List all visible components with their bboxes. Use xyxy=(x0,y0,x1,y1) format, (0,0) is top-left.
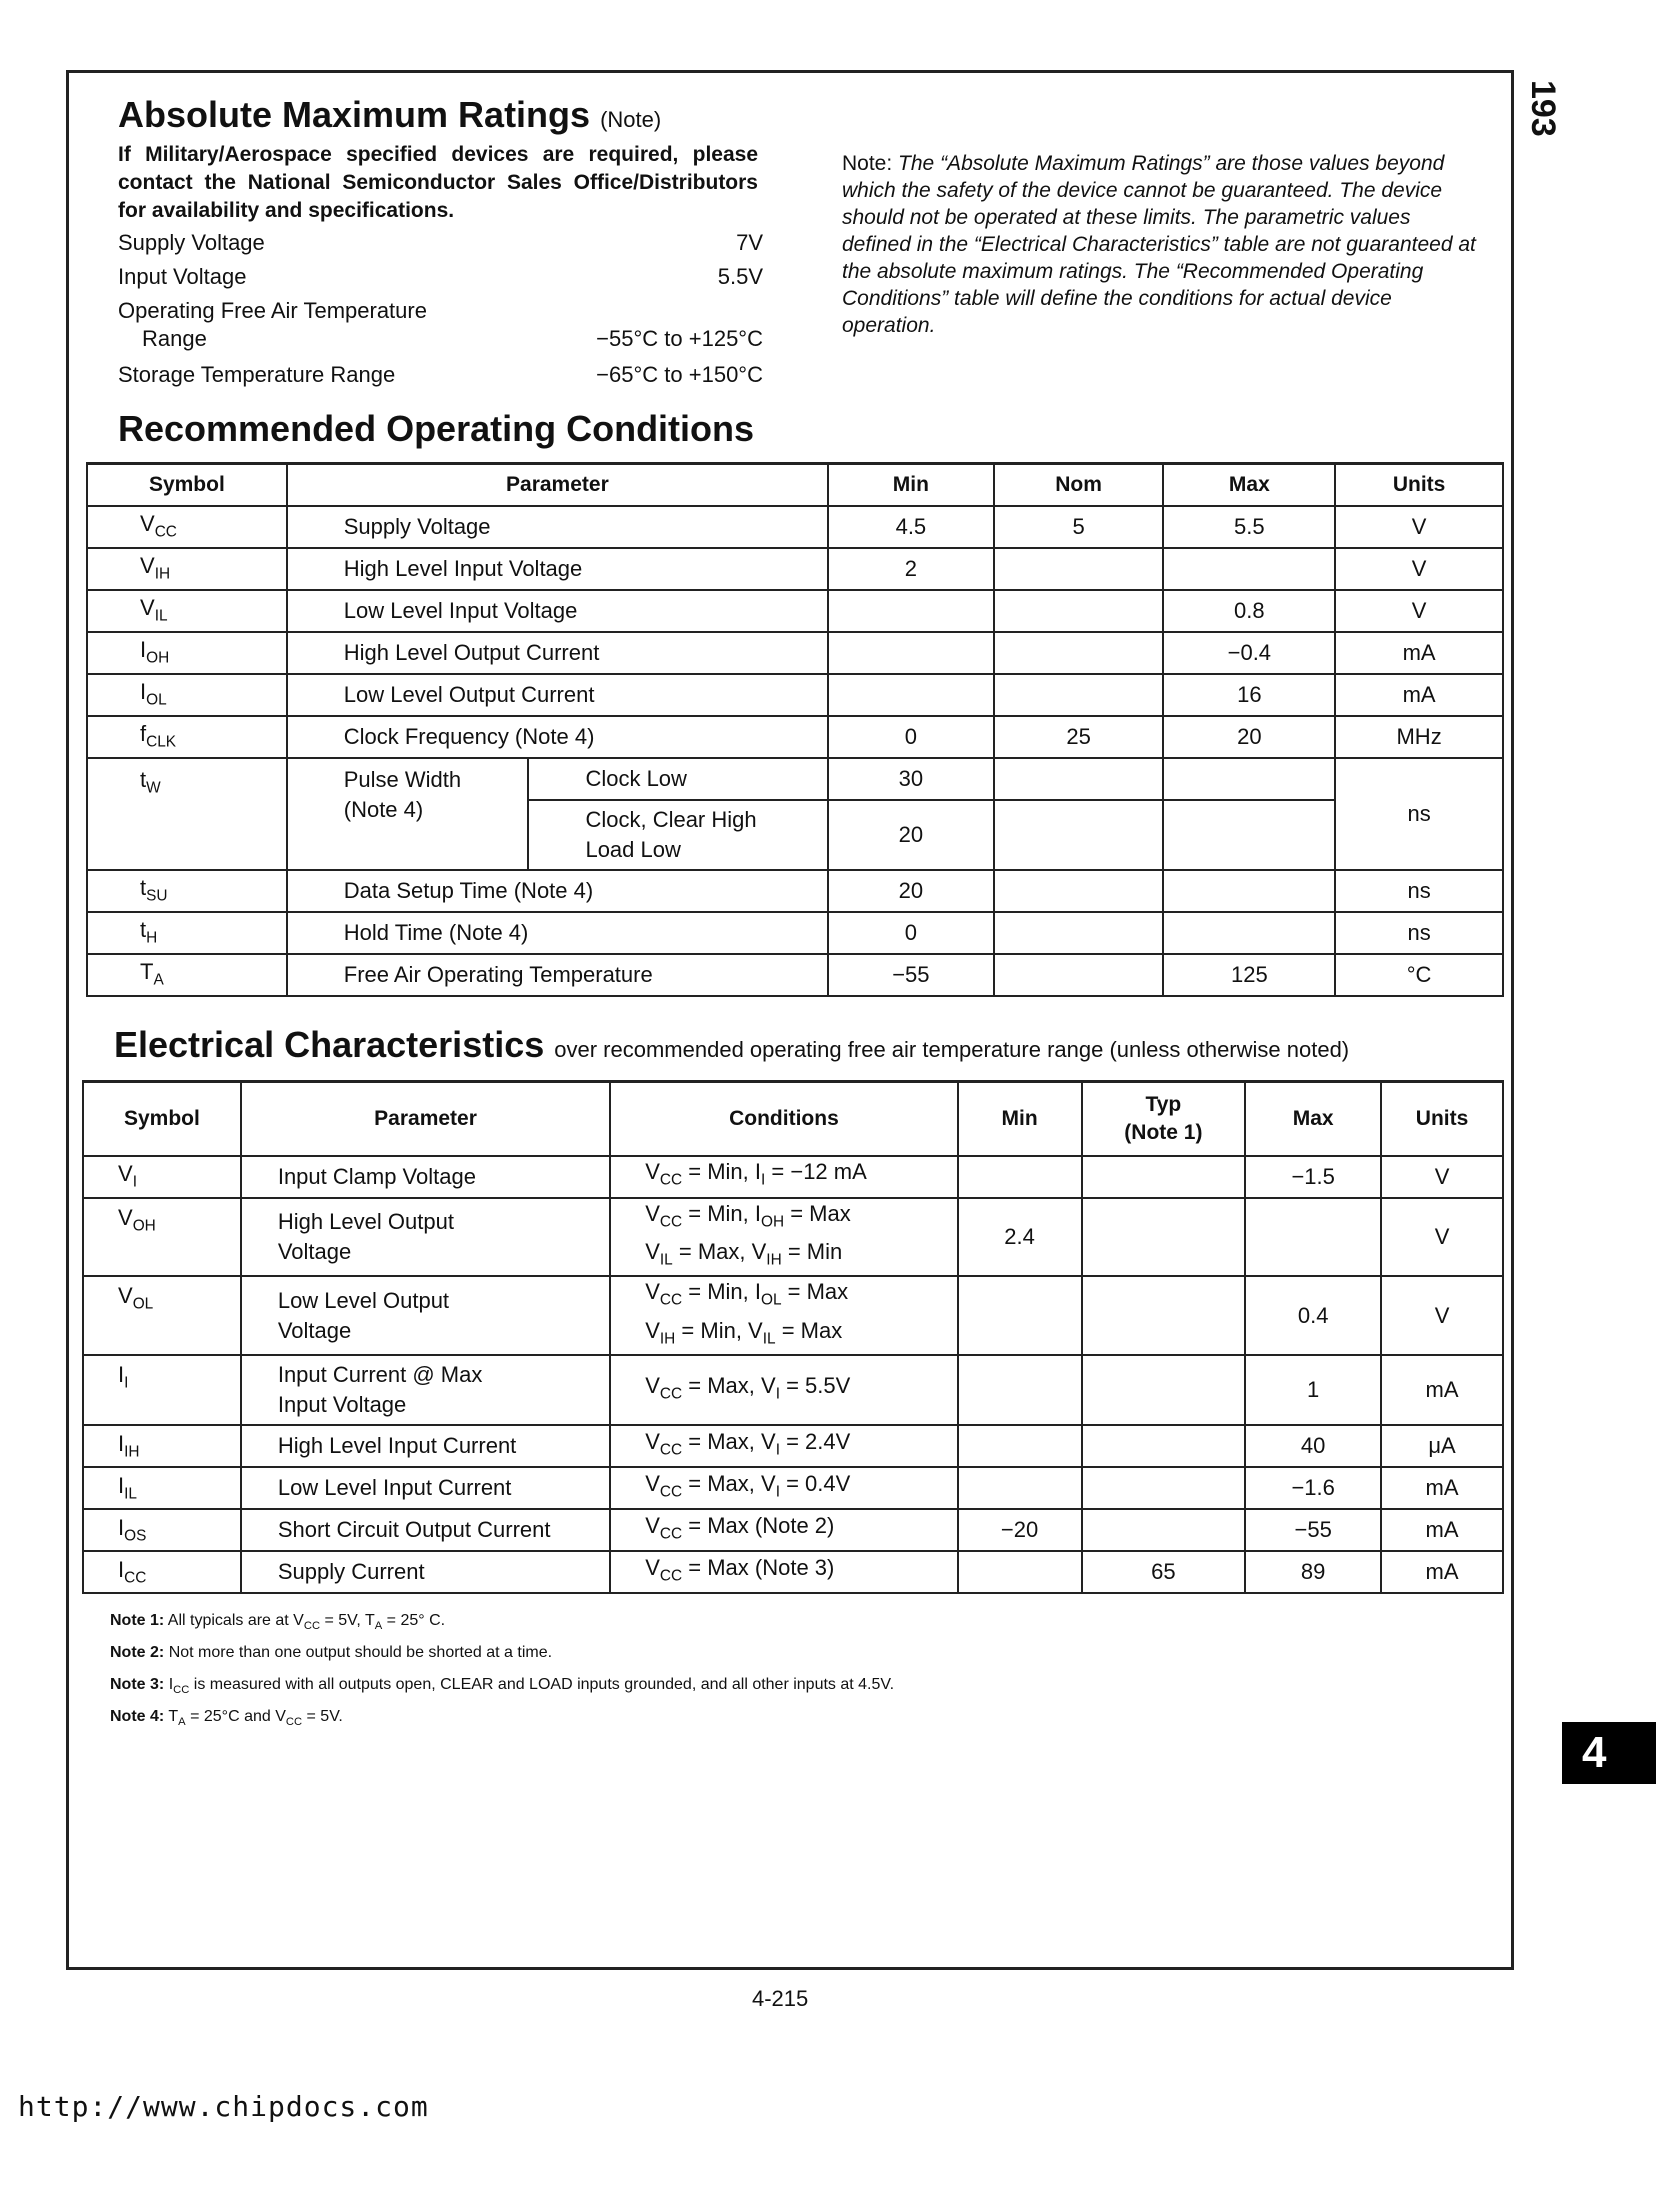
roc-units: V xyxy=(1335,506,1503,548)
ec-conditions xyxy=(610,1198,957,1277)
ec-units: mA xyxy=(1381,1509,1503,1551)
ec-head-conditions: Conditions xyxy=(610,1082,957,1156)
amr-note-text: The “Absolute Maximum Ratings” are those values beyond which the safety of the device cannot be guaranteed. The device should not be operated at these limits. The parametric values defined in the “Electrical Characteristics” table are not guaranteed at the absolute maximum ratings. The “Recommended Operating Conditions” table will define the conditions for actual device operation. xyxy=(842,152,1476,337)
roc-title: Recommended Operating Conditions xyxy=(118,408,755,449)
roc-nom xyxy=(994,590,1164,632)
footnote: Note 4: $T_A = 25^\circ C$ and $V_{CC} = 5V$. xyxy=(110,1708,343,1729)
roc-max xyxy=(1163,548,1335,590)
roc-min: 0 xyxy=(828,716,994,758)
roc-units: ns xyxy=(1335,870,1503,912)
ec-conditions xyxy=(610,1551,957,1593)
ec-conditions xyxy=(610,1156,957,1198)
ec-max: 1 xyxy=(1245,1355,1381,1425)
roc-head-symbol: Symbol xyxy=(87,464,287,506)
table-row xyxy=(87,548,1503,590)
roc-parameter: Clock Frequency (Note 4) xyxy=(287,716,828,758)
ec-head-parameter: Parameter xyxy=(241,1082,610,1156)
amr-row xyxy=(118,264,763,290)
ec-min xyxy=(958,1156,1082,1198)
formatted-text: $V_{CC}$ = Min, $I_{OL}$ = Max xyxy=(645,1279,849,1309)
amr-value: 5.5V xyxy=(717,264,763,289)
ec-typ: 65 xyxy=(1082,1551,1246,1593)
amr-row xyxy=(118,230,763,256)
amr-title-note: (Note) xyxy=(600,107,662,132)
ec-symbol: $V_I$ xyxy=(83,1156,241,1198)
roc-min: 20 xyxy=(828,870,994,912)
ec-min xyxy=(958,1355,1082,1425)
ec-conditions xyxy=(610,1509,957,1551)
ec-symbol: $I_{OS}$ xyxy=(83,1509,241,1551)
ec-head-typ: Typ (Note 1) xyxy=(1082,1082,1246,1156)
symbol-cell: $t_{SU}$ xyxy=(87,870,287,912)
roc-parameter: Pulse Width (Note 4) xyxy=(287,758,529,870)
formatted-text: $V_{CC}$ = Max, $V_I = 0.4V$ xyxy=(645,1470,851,1501)
ec-max xyxy=(1245,1198,1381,1277)
roc-parameter: Low Level Output Current xyxy=(287,674,828,716)
ec-parameter: Low Level Output Voltage xyxy=(241,1276,610,1355)
table-row xyxy=(83,1276,1503,1355)
roc-nom xyxy=(994,800,1164,870)
amr-label: Storage Temperature Range xyxy=(118,362,396,387)
ec-conditions xyxy=(610,1276,957,1355)
formatted-text: All typicals are at $V_{CC} = 5V$, $T_A = 25^\circ$ C. xyxy=(167,1612,446,1633)
ec-symbol: $V_{OL}$ xyxy=(83,1276,241,1355)
ec-min xyxy=(958,1551,1082,1593)
roc-max: 125 xyxy=(1163,954,1335,996)
table-row xyxy=(83,1467,1503,1509)
ec-typ xyxy=(1082,1355,1246,1425)
footnote: Note 3: $I_{CC}$ is measured with all outputs open, CLEAR and LOAD inputs grounded, and all other inputs at 4.5V. xyxy=(110,1676,895,1697)
ec-typ xyxy=(1082,1509,1246,1551)
ec-conditions xyxy=(610,1425,957,1467)
roc-head-units: Units xyxy=(1335,464,1503,506)
ec-typ xyxy=(1082,1156,1246,1198)
footnote: Note 2: Not more than one output should be shorted at a time. xyxy=(110,1644,553,1661)
roc-nom xyxy=(994,548,1164,590)
amr-label: Supply Voltage xyxy=(118,230,265,255)
ec-symbol: $V_{OH}$ xyxy=(83,1198,241,1277)
roc-head-max: Max xyxy=(1163,464,1335,506)
ec-min: −20 xyxy=(958,1509,1082,1551)
ec-units: mA xyxy=(1381,1551,1503,1593)
roc-parameter: High Level Output Current xyxy=(287,632,828,674)
amr-row xyxy=(118,298,763,324)
formatted-text: $V_{IL}$ = Max, $V_{IH}$ = Min xyxy=(645,1238,843,1269)
table-row xyxy=(83,1156,1503,1198)
ec-conditions xyxy=(610,1355,957,1425)
roc-parameter: Low Level Input Voltage xyxy=(287,590,828,632)
ec-parameter: Input Current @ Max Input Voltage xyxy=(241,1355,610,1425)
ec-symbol: $I_I$ xyxy=(83,1355,241,1425)
ec-symbol: $I_{IL}$ xyxy=(83,1467,241,1509)
ec-max: 0.4 xyxy=(1245,1276,1381,1355)
table-row xyxy=(83,1355,1503,1425)
roc-min xyxy=(828,674,994,716)
ec-head-min: Min xyxy=(958,1082,1082,1156)
formatted-text: $V_{CC}$ = Max (Note 2) xyxy=(645,1512,835,1543)
roc-nom xyxy=(994,674,1164,716)
roc-max: 20 xyxy=(1163,716,1335,758)
roc-nom xyxy=(994,632,1164,674)
amr-note-prefix: Note: xyxy=(842,152,893,175)
ec-subtitle: over recommended operating free air temperature range (unless otherwise noted) xyxy=(554,1037,1350,1062)
ec-max: 40 xyxy=(1245,1425,1381,1467)
ec-symbol: $I_{CC}$ xyxy=(83,1551,241,1593)
ec-parameter: Low Level Input Current xyxy=(241,1467,610,1509)
amr-label-cont: Range xyxy=(142,326,207,351)
formatted-text: $V_{CC}$ = Max, $V_I = 5.5V$ xyxy=(645,1372,851,1403)
roc-min: 20 xyxy=(828,800,994,870)
ec-units: V xyxy=(1381,1156,1503,1198)
footnote: Note 1: All typicals are at $V_{CC} = 5V$, $T_A = 25^\circ$ C. xyxy=(110,1612,446,1633)
ec-title xyxy=(114,1024,1349,1066)
source-url: http://www.chipdocs.com xyxy=(18,2090,429,2123)
roc-nom xyxy=(994,912,1164,954)
table-row xyxy=(87,912,1503,954)
ec-min xyxy=(958,1276,1082,1355)
roc-max xyxy=(1163,800,1335,870)
roc-nom xyxy=(994,758,1164,800)
ec-units: V xyxy=(1381,1198,1503,1277)
amr-note xyxy=(842,150,1482,339)
ec-units: μA xyxy=(1381,1425,1503,1467)
roc-units: V xyxy=(1335,590,1503,632)
ec-min xyxy=(958,1425,1082,1467)
roc-head-nom: Nom xyxy=(994,464,1164,506)
ec-conditions xyxy=(610,1467,957,1509)
roc-units: V xyxy=(1335,548,1503,590)
formatted-text: $T_A = 25^\circ C$ and $V_{CC} = 5V$. xyxy=(168,1708,343,1729)
symbol-cell: $V_{IL}$ xyxy=(87,590,287,632)
table-row xyxy=(87,590,1503,632)
amr-title xyxy=(118,94,661,136)
roc-units: °C xyxy=(1335,954,1503,996)
roc-subparameter: Clock Low xyxy=(528,758,828,800)
amr-value: −55°C to +125°C xyxy=(596,326,763,351)
table-row xyxy=(83,1425,1503,1467)
amr-row xyxy=(118,326,763,352)
roc-max: 16 xyxy=(1163,674,1335,716)
table-row xyxy=(87,506,1503,548)
formatted-text: $V_{CC}$ = Max, $V_I = 2.4V$ xyxy=(645,1428,851,1459)
ec-head-units: Units xyxy=(1381,1082,1503,1156)
ec-typ xyxy=(1082,1467,1246,1509)
ec-head-max: Max xyxy=(1245,1082,1381,1156)
roc-head-min: Min xyxy=(828,464,994,506)
roc-units: mA xyxy=(1335,632,1503,674)
page-number: 4-215 xyxy=(752,1986,809,2011)
roc-units: mA xyxy=(1335,674,1503,716)
roc-parameter: Data Setup Time (Note 4) xyxy=(287,870,828,912)
ec-typ xyxy=(1082,1276,1246,1355)
ec-header-row xyxy=(83,1082,1503,1156)
section-tab: 4 xyxy=(1562,1722,1656,1784)
amr-label: Input Voltage xyxy=(118,264,247,289)
formatted-text: $V_{IH}$ = Min, $V_{IL}$ = Max xyxy=(645,1317,843,1348)
symbol-cell: $I_{OL}$ xyxy=(87,674,287,716)
formatted-text: $V_{CC}$ = Min, $I_{OH}$ = Max xyxy=(645,1200,851,1230)
roc-symbol: $t_W$ xyxy=(87,758,287,870)
roc-min: 30 xyxy=(828,758,994,800)
ec-parameter: High Level Output Voltage xyxy=(241,1198,610,1277)
table-row xyxy=(87,758,1503,800)
ec-max: −55 xyxy=(1245,1509,1381,1551)
roc-parameter: Free Air Operating Temperature xyxy=(287,954,828,996)
side-page-number: 193 xyxy=(1524,80,1562,137)
formatted-text: $I_{CC}$ is measured with all outputs open, CLEAR and LOAD inputs grounded, and all other inputs at 4.5V. xyxy=(168,1676,895,1697)
roc-max: −0.4 xyxy=(1163,632,1335,674)
roc-min: 4.5 xyxy=(828,506,994,548)
table-row xyxy=(83,1509,1503,1551)
roc-nom: 25 xyxy=(994,716,1164,758)
roc-max xyxy=(1163,912,1335,954)
ec-symbol: $I_{IH}$ xyxy=(83,1425,241,1467)
ec-units: V xyxy=(1381,1276,1503,1355)
table-row xyxy=(87,632,1503,674)
amr-row xyxy=(118,362,763,388)
table-row xyxy=(87,716,1503,758)
ec-parameter: Input Clamp Voltage xyxy=(241,1156,610,1198)
roc-table xyxy=(86,462,1504,997)
roc-min: 2 xyxy=(828,548,994,590)
roc-parameter: Hold Time (Note 4) xyxy=(287,912,828,954)
symbol-cell: $V_{IH}$ xyxy=(87,548,287,590)
table-row xyxy=(87,954,1503,996)
ec-min: 2.4 xyxy=(958,1198,1082,1277)
roc-nom xyxy=(994,954,1164,996)
roc-min: 0 xyxy=(828,912,994,954)
amr-title-text: Absolute Maximum Ratings xyxy=(118,94,591,135)
formatted-text: Not more than one output should be shorted at a time. xyxy=(168,1644,553,1661)
ec-max: 89 xyxy=(1245,1551,1381,1593)
roc-parameter: Supply Voltage xyxy=(287,506,828,548)
roc-max: 0.8 xyxy=(1163,590,1335,632)
symbol-cell: $I_{OH}$ xyxy=(87,632,287,674)
formatted-text: $V_{CC}$ = Max (Note 3) xyxy=(645,1554,835,1585)
roc-min: −55 xyxy=(828,954,994,996)
ec-parameter: High Level Input Current xyxy=(241,1425,610,1467)
ec-units: mA xyxy=(1381,1467,1503,1509)
roc-min xyxy=(828,632,994,674)
ec-parameter: Short Circuit Output Current xyxy=(241,1509,610,1551)
table-row xyxy=(83,1551,1503,1593)
roc-nom xyxy=(994,870,1164,912)
amr-value: 7V xyxy=(736,230,763,255)
ec-units: mA xyxy=(1381,1355,1503,1425)
amr-value: −65°C to +150°C xyxy=(596,362,763,387)
ec-max: −1.6 xyxy=(1245,1467,1381,1509)
table-row xyxy=(87,674,1503,716)
roc-units: ns xyxy=(1335,912,1503,954)
roc-units: MHz xyxy=(1335,716,1503,758)
amr-warning: If Military/Aerospace specified devices are required, please contact the National Semiconductor Sales Office/Distributors for availability and specifications. xyxy=(118,143,758,222)
ec-title-text: Electrical Characteristics xyxy=(114,1024,545,1065)
roc-units: ns xyxy=(1335,758,1503,870)
ec-head-symbol: Symbol xyxy=(83,1082,241,1156)
ec-typ xyxy=(1082,1425,1246,1467)
ec-table xyxy=(82,1080,1504,1594)
roc-subparameter: Clock, Clear High Load Low xyxy=(528,800,828,870)
symbol-cell: $f_{CLK}$ xyxy=(87,716,287,758)
ec-max: −1.5 xyxy=(1245,1156,1381,1198)
formatted-text: $V_{CC}$ = Min, $I_I = -12$ mA xyxy=(645,1159,867,1189)
ec-typ xyxy=(1082,1198,1246,1277)
roc-max: 5.5 xyxy=(1163,506,1335,548)
roc-header-row xyxy=(87,464,1503,506)
roc-head-parameter: Parameter xyxy=(287,464,828,506)
table-row xyxy=(87,870,1503,912)
symbol-cell: $T_A$ xyxy=(87,954,287,996)
ec-parameter: Supply Current xyxy=(241,1551,610,1593)
ec-min xyxy=(958,1467,1082,1509)
symbol-cell: $V_{CC}$ xyxy=(87,506,287,548)
table-row xyxy=(83,1198,1503,1277)
roc-min xyxy=(828,590,994,632)
roc-nom: 5 xyxy=(994,506,1164,548)
amr-label: Operating Free Air Temperature xyxy=(118,298,427,323)
roc-max xyxy=(1163,758,1335,800)
roc-parameter: High Level Input Voltage xyxy=(287,548,828,590)
roc-max xyxy=(1163,870,1335,912)
symbol-cell: $t_H$ xyxy=(87,912,287,954)
